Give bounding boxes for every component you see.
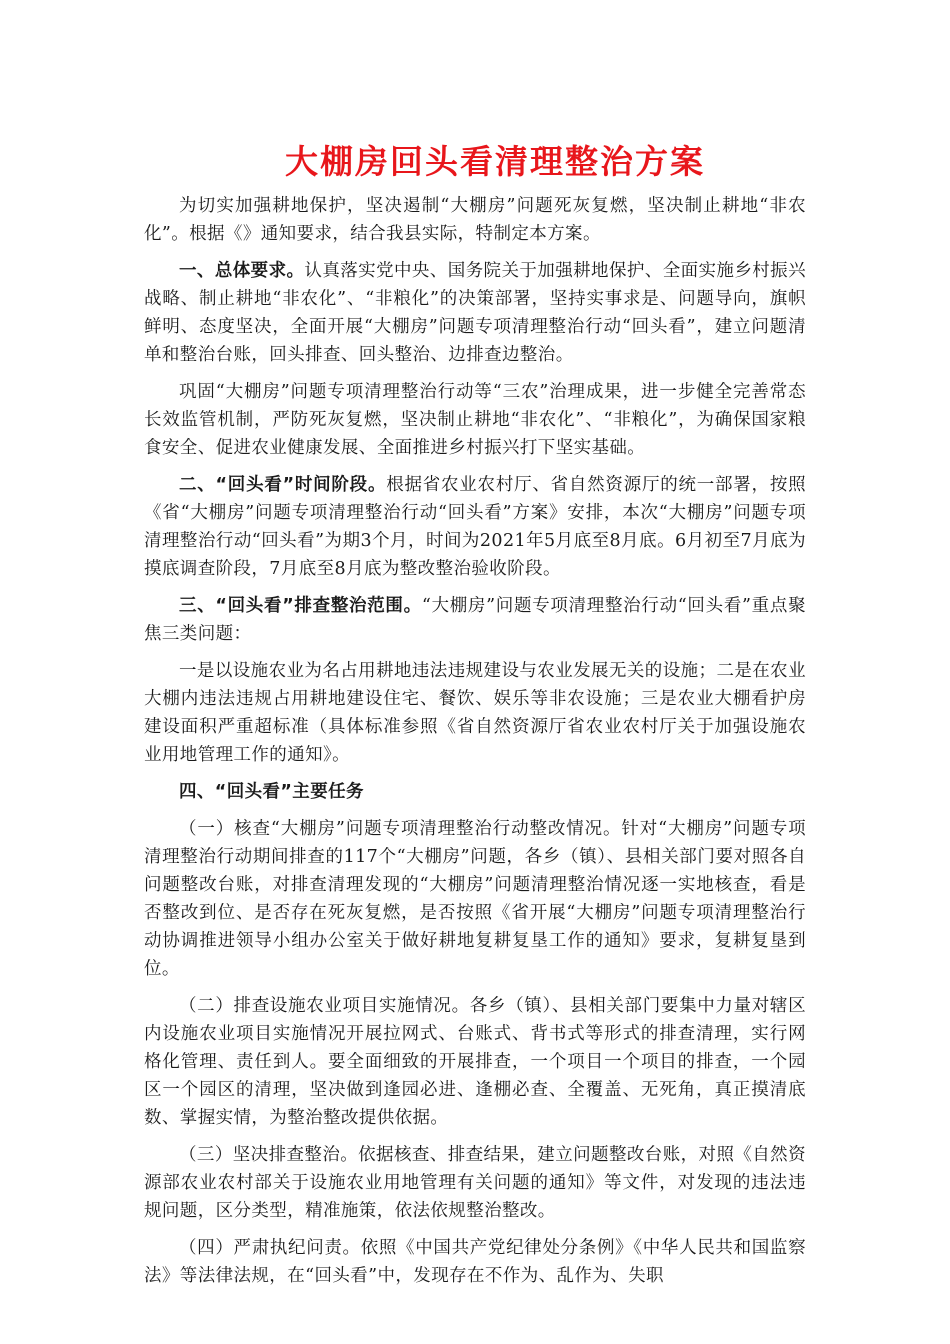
section-2-paragraph (144, 471, 806, 583)
task-item-1: （一）核查“大棚房”问题专项清理整治行动整改情况。针对“大棚房”问题专项清理整治行动期间排查的117个“大棚房”问题，各乡（镇）、县相关部门要对照各自问题整改台账，对排查清理发现的“大棚房”问题清理整治情况逐一实地核查，看是否整改到位、是否存在死灰复燃，是否按照《省开展“大棚房”问题专项清理整治行动协调推进领导小组办公室关于做好耕地复耕复垦工作的通知》要求，复耕复垦到位。 (144, 819, 806, 979)
task-item-4: （四）严肃执纪问责。依照《中国共产党纪律处分条例》《中华人民共和国监察法》等法律法规，在“回头看”中，发现存在不作为、乱作为、失职 (144, 1238, 806, 1286)
section-2-text: 根据省农业农村厅、省自然资源厅的统一部署，按照《省“大棚房”问题专项清理整治行动“回头看”方案》安排，本次“大棚房”问题专项清理整治行动“回头看”为期3个月，时间为2021年5月底至8月底。6月初至7月底为摸底调查阶段，7月底至8月底为整改整治验收阶段。 (144, 475, 806, 579)
section-1-paragraph (144, 257, 806, 369)
document-page (144, 140, 806, 1299)
section-1-paragraph-2: 巩固“大棚房”问题专项清理整治行动等“三农”治理成果，进一步健全完善常态长效监管机制，严防死灰复燃，坚决制止耕地“非农化”、“非粮化”，为确保国家粮食安全、促进农业健康发展、全面推进乡村振兴打下坚实基础。 (144, 382, 806, 458)
section-1-heading: 一、总体要求。 (179, 261, 305, 281)
section-3-paragraph-2: 一是以设施农业为名占用耕地违法违规建设与农业发展无关的设施；二是在农业大棚内违法违规占用耕地建设住宅、餐饮、娱乐等非农设施；三是农业大棚看护房建设面积严重超标准（具体标准参照《省自然资源厅省农业农村厅关于加强设施农业用地管理工作的通知》。 (144, 661, 806, 765)
document-title: 大棚房回头看清理整治方案 (285, 142, 705, 181)
task-item-3: （三）坚决排查整治。依据核查、排查结果，建立问题整改台账，对照《自然资源部农业农村部关于设施农业用地管理有关问题的通知》等文件，对发现的违法违规问题，区分类型，精准施策，依法依规整治整改。 (144, 1145, 806, 1221)
section-3-paragraph (144, 592, 806, 648)
task-item-2: （二）排查设施农业项目实施情况。各乡（镇）、县相关部门要集中力量对辖区内设施农业项目实施情况开展拉网式、台账式、背书式等形式的排查清理，实行网格化管理、责任到人。要全面细致的开展排查，一个项目一个项目的排查，一个园区一个园区的清理，坚决做到逢园必进、逢棚必查、全覆盖、无死角，真正摸清底数、掌握实情，为整治整改提供依据。 (144, 996, 806, 1128)
section-1-text: 认真落实党中央、国务院关于加强耕地保护、全面实施乡村振兴战略、制止耕地“非农化”、“非粮化”的决策部署，坚持实事求是、问题导向，旗帜鲜明、态度坚决，全面开展“大棚房”问题专项清理整治行动“回头看”，建立问题清单和整治台账，回头排查、回头整治、边排查边整治。 (144, 261, 806, 365)
section-3-heading: 三、“回头看”排查整治范围。 (179, 596, 422, 616)
section-2-heading: 二、“回头看”时间阶段。 (179, 475, 387, 495)
intro-paragraph: 为切实加强耕地保护，坚决遏制“大棚房”问题死灰复燃，坚决制止耕地“非农化”。根据《》通知要求，结合我县实际，特制定本方案。 (144, 196, 806, 244)
section-3-text: “大棚房”问题专项清理整治行动“回头看”重点聚焦三类问题： (144, 596, 806, 644)
section-4-heading: 四、“回头看”主要任务 (179, 782, 364, 802)
